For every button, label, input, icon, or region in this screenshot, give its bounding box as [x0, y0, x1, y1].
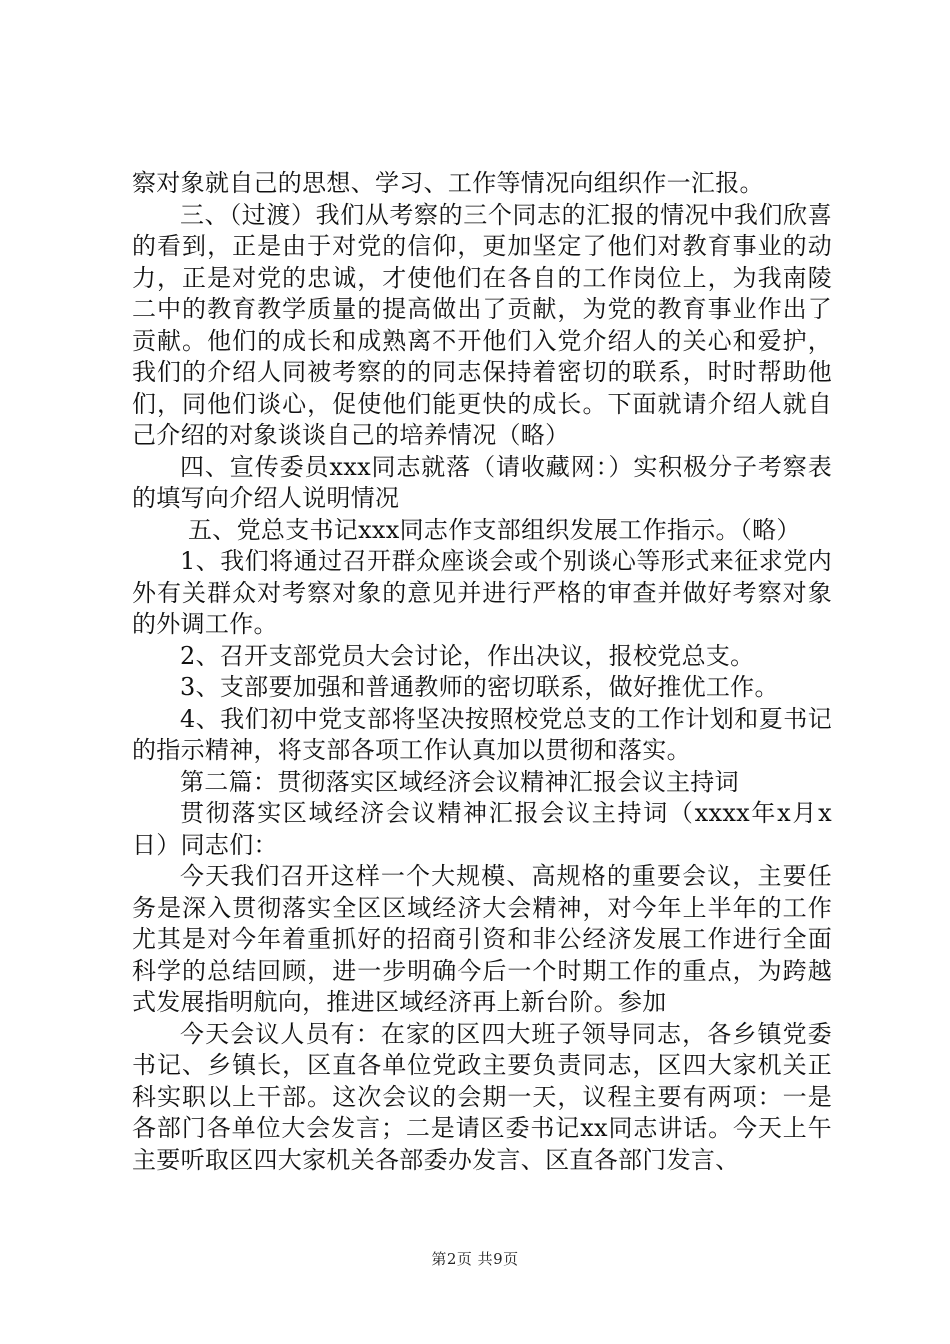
paragraph-item-1: 1、我们将通过召开群众座谈会或个别谈心等形式来征求党内外有关群众对考察对象的意见并进行严格的审查并做好考察对象的外调工作。	[132, 547, 832, 638]
paragraph-section-5: 五、党总支书记xxx同志作支部组织发展工作指示。（略）	[188, 515, 801, 544]
document-body	[132, 168, 832, 1176]
paragraph-item-4: 4、我们初中党支部将坚决按照校党总支的工作计划和夏书记的指示精神，将支部各项工作认真加以贯彻和落实。	[132, 704, 832, 764]
paragraph-item-2: 2、召开支部党员大会讨论，作出决议，报校党总支。	[180, 641, 755, 670]
section-heading-part-2: 第二篇：贯彻落实区域经济会议精神汇报会议主持词	[180, 767, 739, 796]
paragraph-item-3: 3、支部要加强和普通教师的密切联系，做好推优工作。	[180, 673, 779, 701]
paragraph-section-4: 四、宣传委员xxx同志就落（请收藏网：）实积极分子考察表的填写向介绍人说明情况	[132, 452, 832, 512]
paragraph-continuation: 察对象就自己的思想、学习、工作等情况向组织作一汇报。	[132, 169, 764, 197]
paragraph-section-3: 三、（过渡）我们从考察的三个同志的汇报的情况中我们欣喜的看到，正是由于对党的信仰，更加坚定了他们对教育事业的动力，正是对党的忠诚，才使他们在各自的工作岗位上，为我南陵二中的教育教学质量的提高做出了贡献，为党的教育事业作出了贡献。他们的成长和成熟离不开他们入党介绍人的关心和爱护，我们的介绍人同被考察的的同志保持着密切的联系，时时帮助他们，同他们谈心，促使他们能更快的成长。下面就请介绍人就自己介绍的对象谈谈自己的培养情况（略）	[132, 200, 832, 449]
paragraph-speech-title: 贯彻落实区域经济会议精神汇报会议主持词（xxxx年x月x日）同志们：	[132, 799, 832, 859]
page-number-footer: 第2页 共9页	[431, 1250, 519, 1268]
paragraph-attendees: 今天会议人员有：在家的区四大班子领导同志，各乡镇党委书记、乡镇长，区直各单位党政主要负责同志，区四大家机关正科实职以上干部。这次会议的会期一天，议程主要有两项：一是各部门各单位大会发言；二是请区委书记xx同志讲话。今天上午主要听取区四大家机关各部委办发言、区直各部门发言、	[132, 1019, 832, 1174]
paragraph-meeting-intro: 今天我们召开这样一个大规模、高规格的重要会议，主要任务是深入贯彻落实全区区域经济大会精神，对今年上半年的工作尤其是对今年着重抓好的招商引资和非公经济发展工作进行全面科学的总结回顾，进一步明确今后一个时期工作的重点，为跨越式发展指明航向，推进区域经济再上新台阶。参加	[132, 862, 832, 1016]
